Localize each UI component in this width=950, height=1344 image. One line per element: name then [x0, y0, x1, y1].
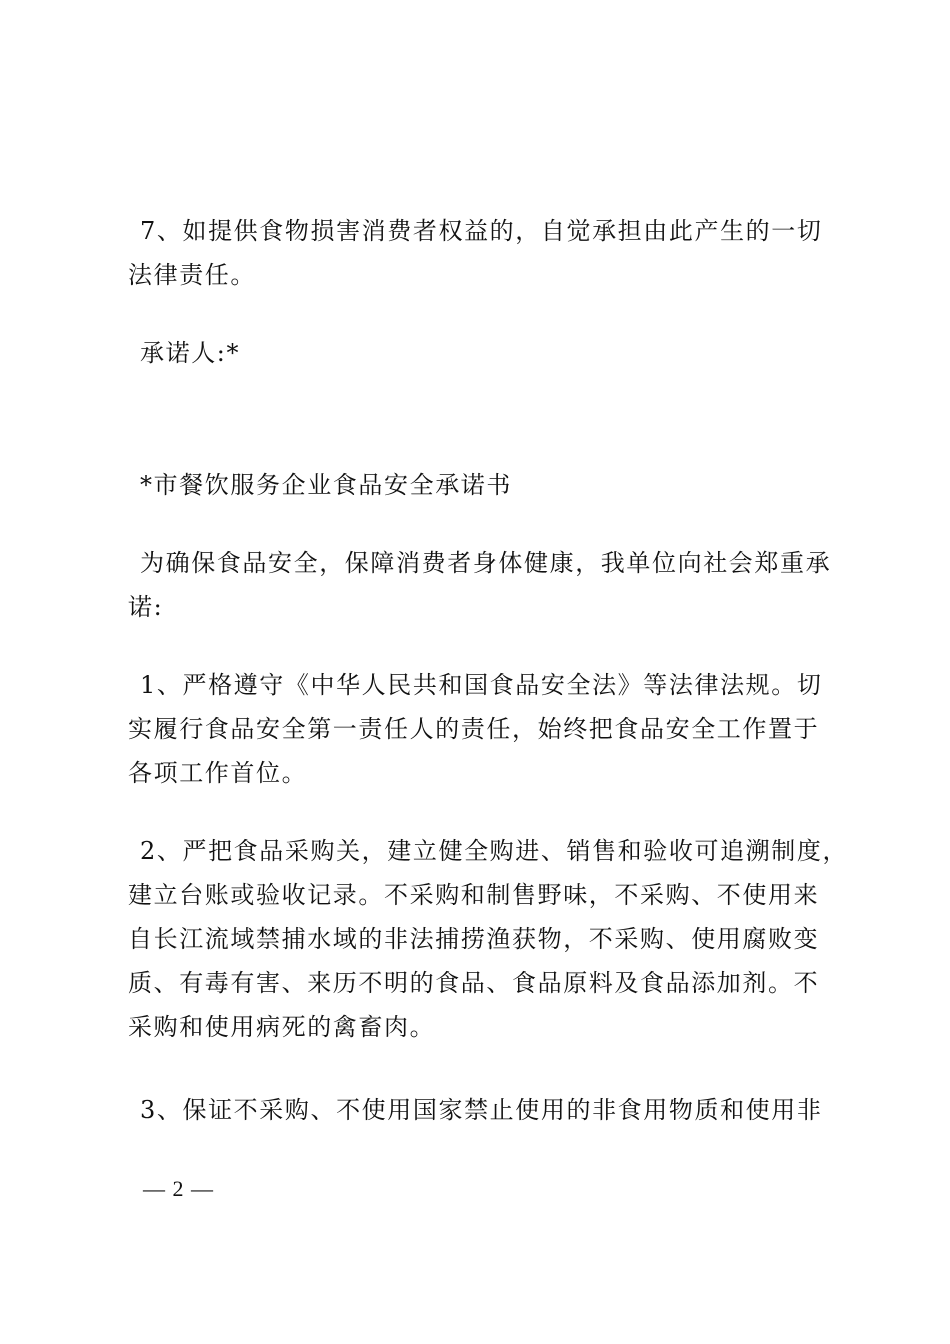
paragraph-item-2: [128, 829, 849, 1049]
paragraph-intro: [128, 541, 838, 629]
document-title-text: *市餐饮服务企业食品安全承诺书: [140, 471, 512, 499]
page-number: — 2 —: [143, 1176, 214, 1201]
paragraph-line: 实履行食品安全第一责任人的责任，始终把食品安全工作置于: [128, 715, 820, 743]
signer-line: [128, 331, 838, 375]
paragraph-line: 法律责任。: [128, 261, 256, 289]
signer-label: 承诺人:*: [140, 339, 241, 367]
paragraph-line: 建立台账或验收记录。不采购和制售野味，不采购、不使用来: [128, 881, 820, 909]
paragraph-line: 为确保食品安全，保障消费者身体健康，我单位向社会郑重承: [140, 549, 832, 577]
paragraph-line: 采购和使用病死的禽畜肉。: [128, 1013, 436, 1041]
paragraph-line: 7、如提供食物损害消费者权益的，自觉承担由此产生的一切: [140, 217, 823, 245]
paragraph-line: 诺:: [128, 593, 164, 621]
paragraph-line: 各项工作首位。: [128, 759, 308, 787]
paragraph-line: 1、严格遵守《中华人民共和国食品安全法》等法律法规。切: [140, 671, 823, 699]
paragraph-line: 自长江流域禁捕水域的非法捕捞渔获物，不采购、使用腐败变: [128, 925, 820, 953]
paragraph-line: 质、有毒有害、来历不明的食品、食品原料及食品添加剂。不: [128, 969, 820, 997]
paragraph-item-3: [128, 1088, 838, 1132]
paragraph-line: 2、严把食品采购关，建立健全购进、销售和验收可追溯制度，: [140, 837, 849, 865]
document-title: [128, 463, 838, 507]
paragraph-item-1: [128, 663, 838, 795]
paragraph-item-7: [128, 209, 838, 297]
paragraph-line: 3、保证不采购、不使用国家禁止使用的非食用物质和使用非: [140, 1096, 823, 1124]
